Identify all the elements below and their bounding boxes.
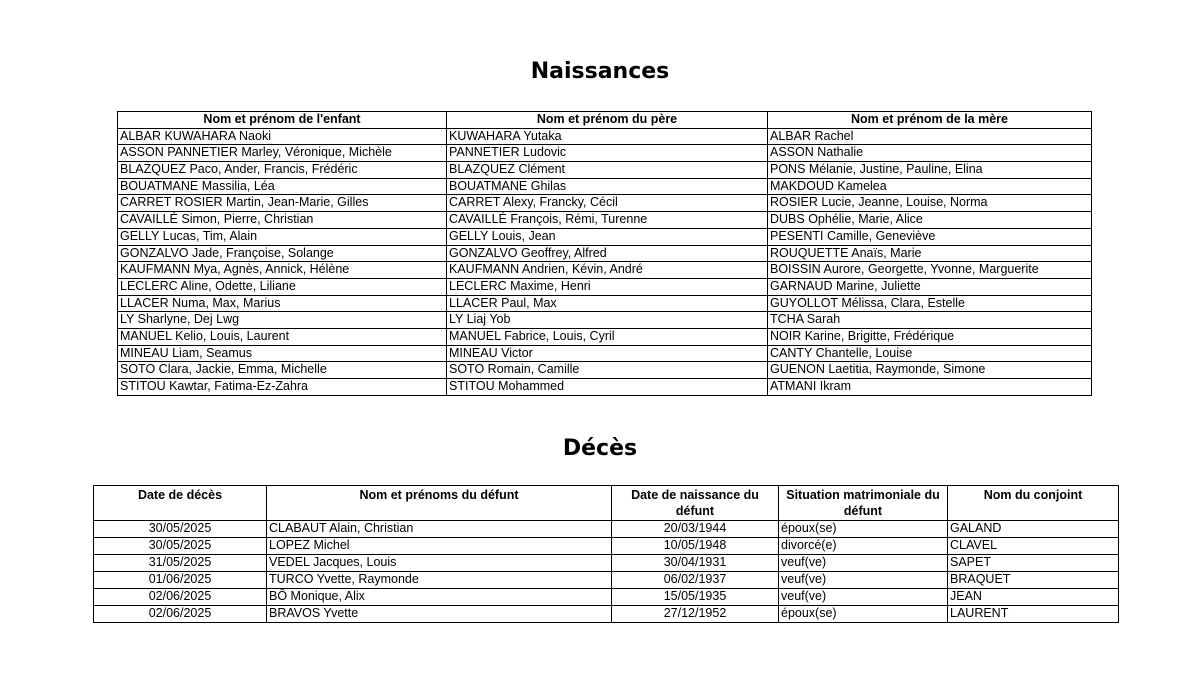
table-row: [118, 178, 1092, 195]
birth-date-cell: 27/12/1952: [612, 606, 779, 623]
table-row: [94, 538, 1119, 555]
deaths-section-title: Décès: [562, 436, 638, 461]
father-name-cell: BOUATMANE Ghilas: [447, 178, 768, 195]
death-date-cell: 31/05/2025: [94, 555, 267, 572]
father-name-cell: LLACER Paul, Max: [447, 295, 768, 312]
child-name-cell: MINEAU Liam, Seamus: [118, 345, 447, 362]
father-name-cell: LY Liaj Yob: [447, 312, 768, 329]
mother-name-cell: GARNAUD Marine, Juliette: [768, 278, 1092, 295]
births-header-father: Nom et prénom du père: [447, 112, 768, 129]
deaths-header-birth-date: Date de naissance du défunt: [612, 486, 779, 521]
deaths-table: [93, 485, 1119, 623]
deaths-header-row: [94, 486, 1119, 521]
births-section-title: Naissances: [530, 59, 670, 84]
deaths-header-marital-status: Situation matrimoniale du défunt: [779, 486, 948, 521]
child-name-cell: KAUFMANN Mya, Agnès, Annick, Hélène: [118, 262, 447, 279]
father-name-cell: BLAZQUEZ Clément: [447, 162, 768, 179]
child-name-cell: BLAZQUEZ Paco, Ander, Francis, Frédéric: [118, 162, 447, 179]
deceased-name-cell: VEDEL Jacques, Louis: [267, 555, 612, 572]
mother-name-cell: ALBAR Rachel: [768, 128, 1092, 145]
marital-status-cell: divorcé(e): [779, 538, 948, 555]
death-date-cell: 01/06/2025: [94, 572, 267, 589]
father-name-cell: KAUFMANN Andrien, Kévin, André: [447, 262, 768, 279]
births-header-mother: Nom et prénom de la mère: [768, 112, 1092, 129]
father-name-cell: SOTO Romain, Camille: [447, 362, 768, 379]
mother-name-cell: GUENON Laetitia, Raymonde, Simone: [768, 362, 1092, 379]
spouse-name-cell: LAURENT: [948, 606, 1119, 623]
marital-status-cell: veuf(ve): [779, 555, 948, 572]
father-name-cell: GELLY Louis, Jean: [447, 228, 768, 245]
birth-date-cell: 06/02/1937: [612, 572, 779, 589]
father-name-cell: MINEAU Victor: [447, 345, 768, 362]
table-row: [118, 345, 1092, 362]
child-name-cell: SOTO Clara, Jackie, Emma, Michelle: [118, 362, 447, 379]
deaths-header-spouse-name: Nom du conjoint: [948, 486, 1119, 521]
child-name-cell: BOUATMANE Massilia, Léa: [118, 178, 447, 195]
deceased-name-cell: BÔ Monique, Alix: [267, 589, 612, 606]
father-name-cell: MANUEL Fabrice, Louis, Cyril: [447, 328, 768, 345]
child-name-cell: ASSON PANNETIER Marley, Véronique, Michèle: [118, 145, 447, 162]
child-name-cell: LECLERC Aline, Odette, Liliane: [118, 278, 447, 295]
mother-name-cell: ATMANI Ikram: [768, 379, 1092, 396]
table-row: [94, 606, 1119, 623]
table-row: [118, 245, 1092, 262]
table-row: [118, 128, 1092, 145]
child-name-cell: MANUEL Kelio, Louis, Laurent: [118, 328, 447, 345]
child-name-cell: CAVAILLÉ Simon, Pierre, Christian: [118, 212, 447, 229]
marital-status-cell: veuf(ve): [779, 589, 948, 606]
mother-name-cell: PESENTI Camille, Geneviève: [768, 228, 1092, 245]
births-table-body: [118, 128, 1092, 395]
death-date-cell: 30/05/2025: [94, 521, 267, 538]
spouse-name-cell: CLAVEL: [948, 538, 1119, 555]
table-row: [118, 195, 1092, 212]
father-name-cell: PANNETIER Ludovic: [447, 145, 768, 162]
table-row: [118, 162, 1092, 179]
table-row: [118, 362, 1092, 379]
death-date-cell: 30/05/2025: [94, 538, 267, 555]
deaths-table-body: [94, 521, 1119, 623]
birth-date-cell: 15/05/1935: [612, 589, 779, 606]
table-row: [94, 521, 1119, 538]
marital-status-cell: époux(se): [779, 521, 948, 538]
mother-name-cell: MAKDOUD Kamelea: [768, 178, 1092, 195]
deaths-header-deceased-name: Nom et prénoms du défunt: [267, 486, 612, 521]
mother-name-cell: ASSON Nathalie: [768, 145, 1092, 162]
table-row: [118, 295, 1092, 312]
spouse-name-cell: BRAQUET: [948, 572, 1119, 589]
father-name-cell: KUWAHARA Yutaka: [447, 128, 768, 145]
child-name-cell: LLACER Numa, Max, Marius: [118, 295, 447, 312]
deceased-name-cell: CLABAUT Alain, Christian: [267, 521, 612, 538]
spouse-name-cell: JEAN: [948, 589, 1119, 606]
child-name-cell: CARRET ROSIER Martin, Jean-Marie, Gilles: [118, 195, 447, 212]
mother-name-cell: DUBS Ophélie, Marie, Alice: [768, 212, 1092, 229]
deceased-name-cell: TURCO Yvette, Raymonde: [267, 572, 612, 589]
marital-status-cell: veuf(ve): [779, 572, 948, 589]
table-row: [118, 278, 1092, 295]
mother-name-cell: PONS Mélanie, Justine, Pauline, Elina: [768, 162, 1092, 179]
birth-date-cell: 10/05/1948: [612, 538, 779, 555]
child-name-cell: GONZALVO Jade, Françoise, Solange: [118, 245, 447, 262]
father-name-cell: CAVAILLÉ François, Rémi, Turenne: [447, 212, 768, 229]
table-row: [94, 589, 1119, 606]
mother-name-cell: GUYOLLOT Mélissa, Clara, Estelle: [768, 295, 1092, 312]
father-name-cell: STITOU Mohammed: [447, 379, 768, 396]
child-name-cell: LY Sharlyne, Dej Lwg: [118, 312, 447, 329]
mother-name-cell: TCHA Sarah: [768, 312, 1092, 329]
death-date-cell: 02/06/2025: [94, 606, 267, 623]
table-row: [118, 145, 1092, 162]
table-row: [118, 212, 1092, 229]
spouse-name-cell: SAPET: [948, 555, 1119, 572]
deaths-header-death-date: Date de décès: [94, 486, 267, 521]
child-name-cell: STITOU Kawtar, Fatima-Ez-Zahra: [118, 379, 447, 396]
birth-date-cell: 20/03/1944: [612, 521, 779, 538]
father-name-cell: LECLERC Maxime, Henri: [447, 278, 768, 295]
child-name-cell: GELLY Lucas, Tim, Alain: [118, 228, 447, 245]
mother-name-cell: ROUQUETTE Anaïs, Marie: [768, 245, 1092, 262]
mother-name-cell: CANTY Chantelle, Louise: [768, 345, 1092, 362]
father-name-cell: CARRET Alexy, Francky, Cécil: [447, 195, 768, 212]
table-row: [118, 228, 1092, 245]
deceased-name-cell: BRAVOS Yvette: [267, 606, 612, 623]
death-date-cell: 02/06/2025: [94, 589, 267, 606]
table-row: [94, 555, 1119, 572]
father-name-cell: GONZALVO Geoffrey, Alfred: [447, 245, 768, 262]
mother-name-cell: BOISSIN Aurore, Georgette, Yvonne, Marguerite: [768, 262, 1092, 279]
marital-status-cell: époux(se): [779, 606, 948, 623]
mother-name-cell: ROSIER Lucie, Jeanne, Louise, Norma: [768, 195, 1092, 212]
births-header-child: Nom et prénom de l'enfant: [118, 112, 447, 129]
child-name-cell: ALBAR KUWAHARA Naoki: [118, 128, 447, 145]
births-header-row: [118, 112, 1092, 129]
mother-name-cell: NOIR Karine, Brigitte, Frédérique: [768, 328, 1092, 345]
spouse-name-cell: GALAND: [948, 521, 1119, 538]
table-row: [94, 572, 1119, 589]
birth-date-cell: 30/04/1931: [612, 555, 779, 572]
table-row: [118, 379, 1092, 396]
table-row: [118, 262, 1092, 279]
deceased-name-cell: LOPEZ Michel: [267, 538, 612, 555]
births-table: [117, 111, 1092, 396]
table-row: [118, 328, 1092, 345]
table-row: [118, 312, 1092, 329]
